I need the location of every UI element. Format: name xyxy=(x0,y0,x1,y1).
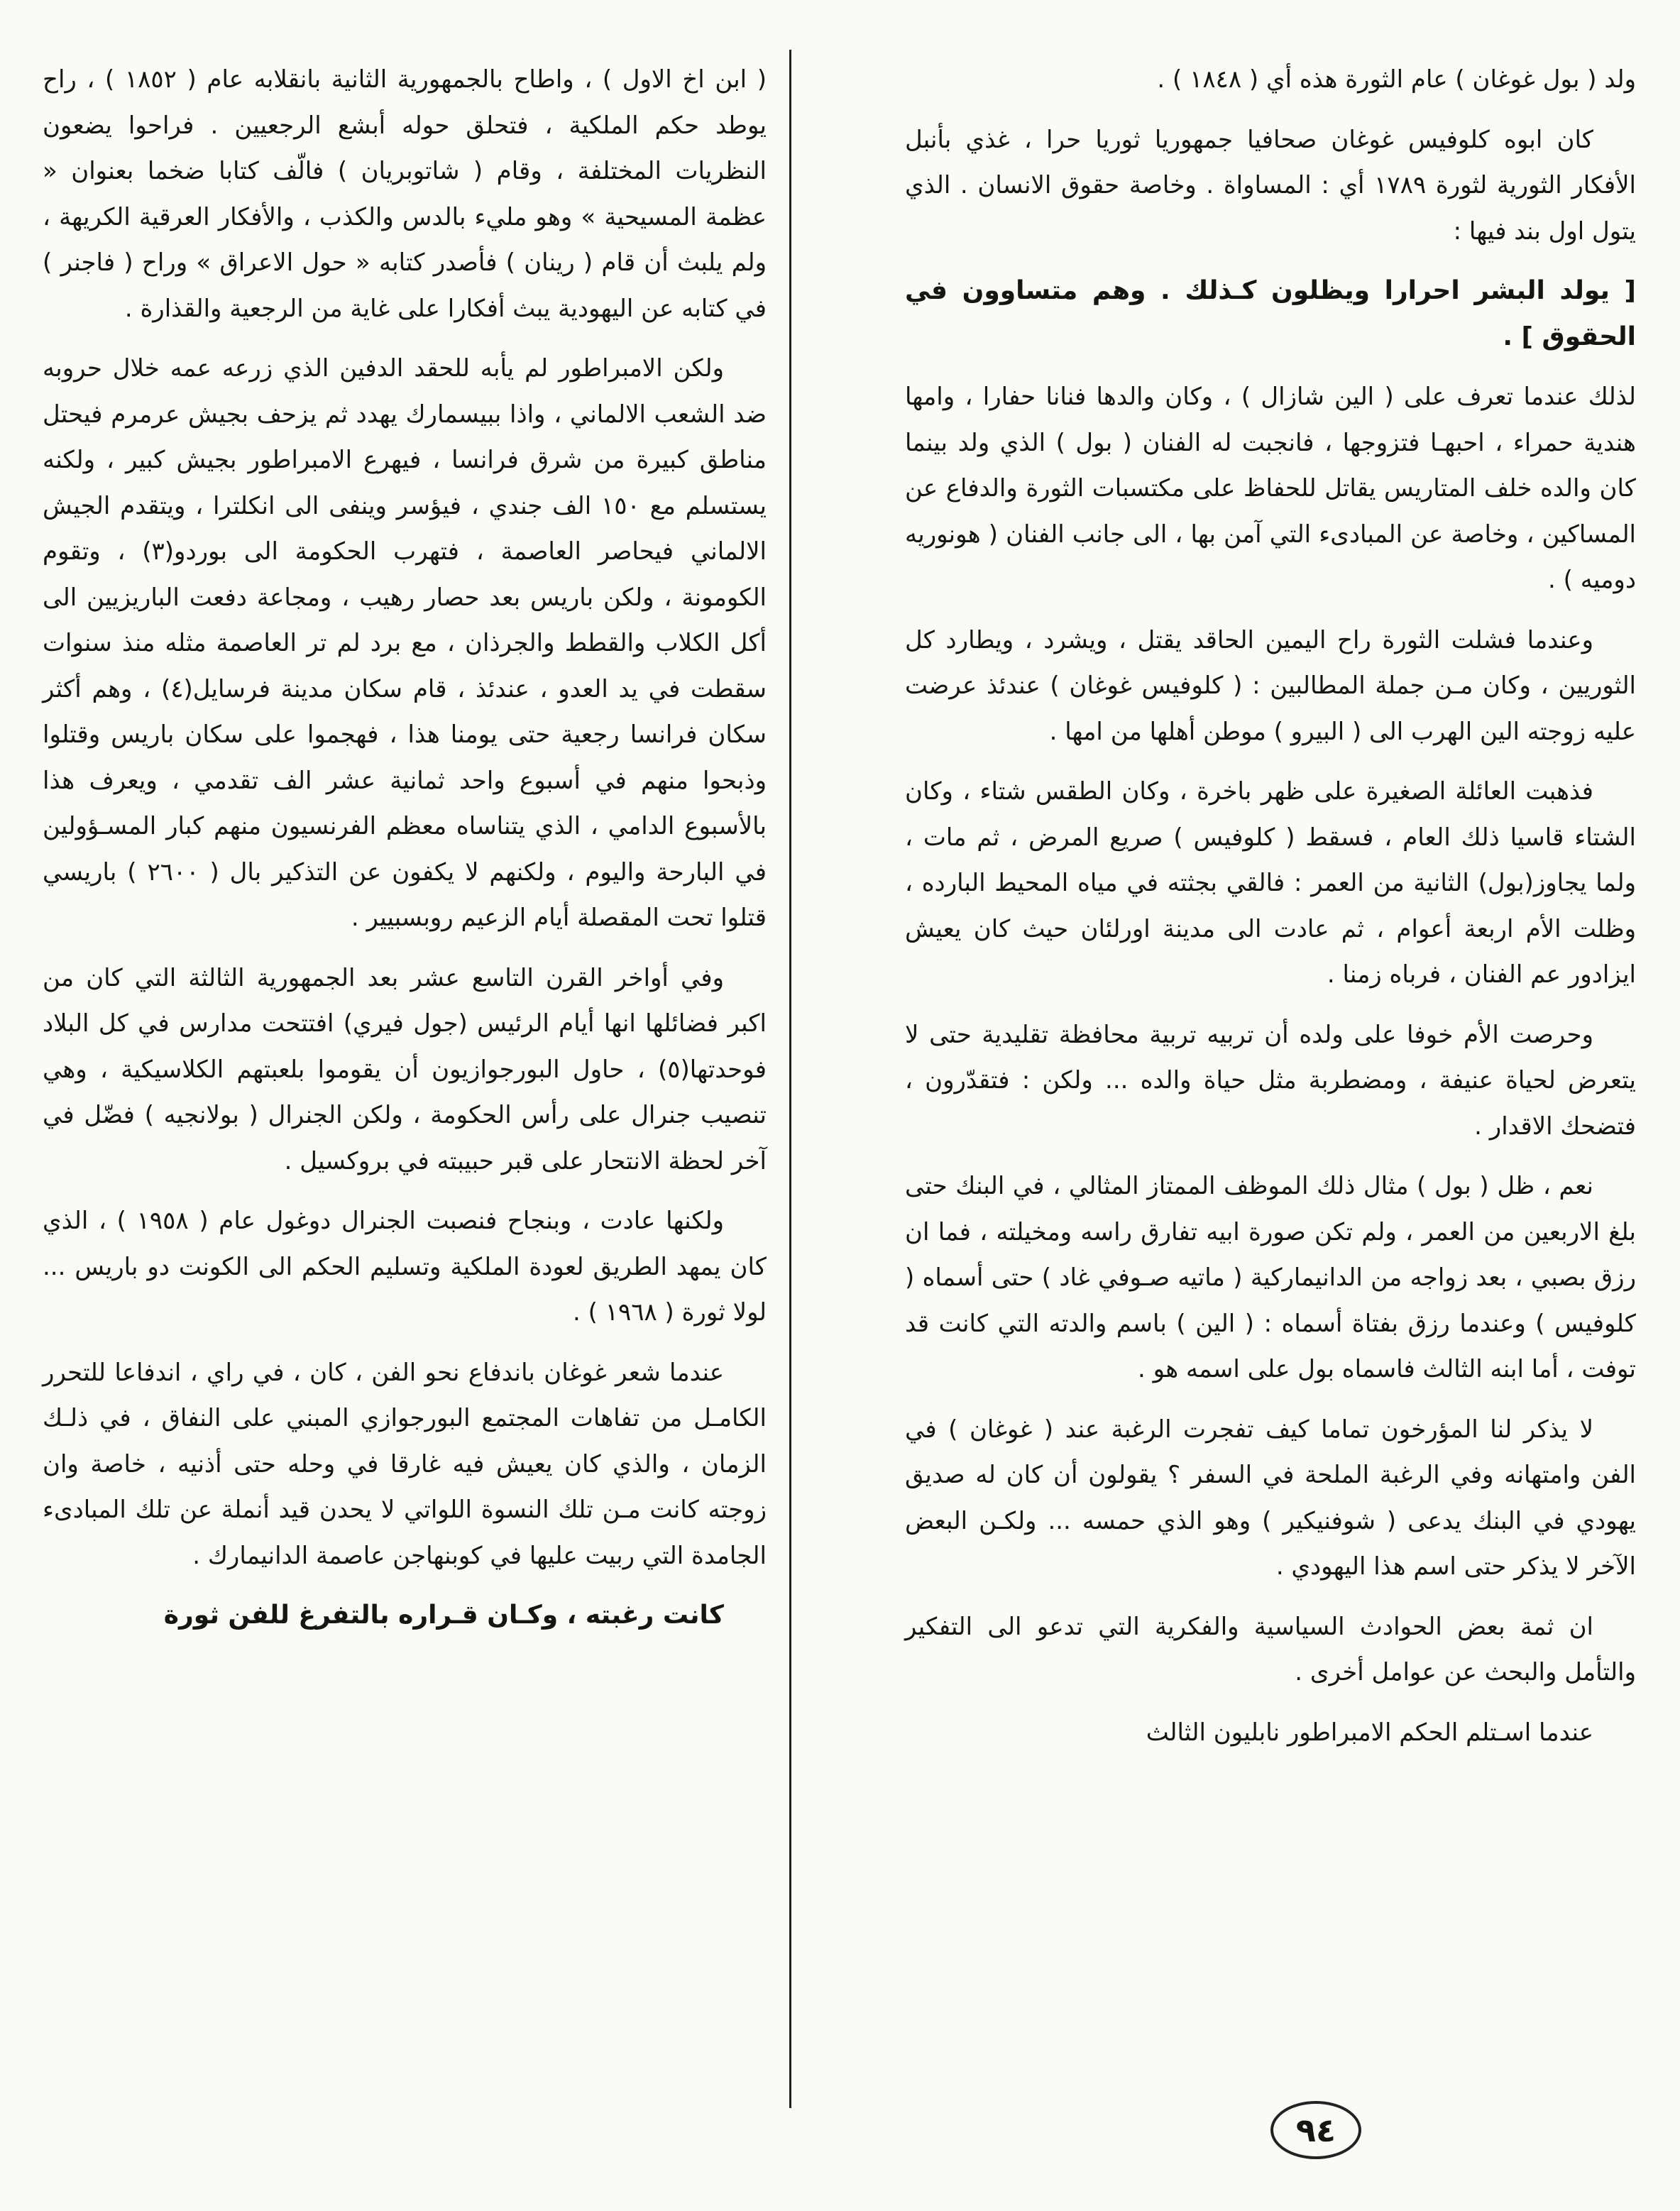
paragraph: وعندما فشلت الثورة راح اليمين الحاقد يقتل ، ويشرد ، ويطارد كل الثوريين ، وكان مـن جملة المطالبين : ( كلوفيس غوغان ) عندئذ عرضت عليه زوجته الين الهرب الى ( البيرو ) موطن أهلها من امها . xyxy=(905,625,1636,746)
right-text-column xyxy=(905,57,1636,1770)
paragraph: نعم ، ظل ( بول ) مثال ذلك الموظف الممتاز المثالي ، في البنك حتى بلغ الاربعين من العمر ، ولم تكن صورة ابيه تفارق راسه ومخيلته ، فما ان رزق بصبي ، بعد زواجه من الدانيماركية ( ماتيه صـوفي غاد ) حتى أسماه ( كلوفيس ) وعندما رزق بفتاة أسماه : ( الين ) باسم والدته التي كانت قد توفت ، أما ابنه الثالث فاسماه بول على اسمه هو . xyxy=(905,1172,1636,1383)
paragraph: عندما شعر غوغان باندفاع نحو الفن ، كان ، في راي ، اندفاعا للتحرر الكامـل من تفاهات المجتمع البورجوازي المبني على النفاق ، في ذلـك الزمان ، والذي كان يعيش فيه غارقا في وحله حتى أذنيه ، خاصة وان زوجته كانت مـن تلك النسوة اللواتي لا يحدن قيد أنملة عن تلك المبادىء الجامدة التي ربيت عليها في كوبنهاجن عاصمة الدانيمارك . xyxy=(43,1358,767,1570)
paragraph: ان ثمة بعض الحوادث السياسية والفكرية التي تدعو الى التفكير والتأمل والبحث عن عوامل أخرى . xyxy=(905,1612,1636,1686)
paragraph: ولد ( بول غوغان ) عام الثورة هذه أي ( ١٨٤٨ ) . xyxy=(1157,65,1636,94)
paragraph: عندما اسـتلم الحكم الامبراطور نابليون الثالث xyxy=(1146,1718,1593,1747)
paragraph: لذلك عندما تعرف على ( الين شازال ) ، وكان والدها فنانا حفارا ، وامها هندية حمراء ، احبهـا فتزوجها ، فانجبت له الفنان ( بول ) الذي ولد بينما كان والده خلف المتاريس يقاتل للحفاظ على مكتسبات الثورة والدفاع عن المساكين ، وخاصة عن المبادىء التي آمن بها ، الى جانب الفنان ( هونوريه دوميه ) . xyxy=(905,383,1636,594)
paragraph: لا يذكر لنا المؤرخون تماما كيف تفجرت الرغبة عند ( غوغان ) في الفن وامتهانه وفي الرغبة الملحة في السفر ؟ يقولون أن كان له صديق يهودي في البنك يدعى ( شوفنيكير ) وهو الذي حمسه ... ولكـن البعض الآخر لا يذكر حتى اسم هذا اليهودي . xyxy=(905,1415,1636,1581)
paragraph: وحرصت الأم خوفا على ولده أن تربيه تربية محافظة تقليدية حتى لا يتعرض لحياة عنيفة ، ومضطربة مثل حياة والده ... ولكن : فتقدّرون ، فتضحك الاقدار . xyxy=(905,1020,1636,1141)
paragraph: كانت رغبته ، وكـان قـراره بالتفرغ للفن ثورة xyxy=(163,1601,724,1630)
paragraph: ولكن الامبراطور لم يأبه للحقد الدفين الذي زرعه عمه خلال حروبه ضد الشعب الالماني ، واذا ببيسمارك يهدد ثم يزحف بجيش عرمرم فيحتل مناطق كبيرة من شرق فرانسا ، فيهرع الامبراطور بجيش كبير ، ولكنه يستسلم مع ١٥٠ الف جندي ، فيؤسر وينفى الى انكلترا ، ويتقدم الجيش الالماني فيحاصر العاصمة ، فتهرب الحكومة الى بوردو(٣) ، وتقوم الكومونة ، ولكن باريس بعد حصار رهيب ، ومجاعة دفعت الباريزيين الى أكل الكلاب والقطط والجرذان ، مع برد لم تر العاصمة مثله منذ سنوات سقطت في يد العدو ، عندئذ ، قام سكان مدينة فرسايل(٤) ، وهم أكثر سكان فرانسا رجعية حتى يومنا هذا ، فهجموا على سكان باريس وقتلوا وذبحوا منهم في أسبوع واحد ثمانية عشر الف تقدمي ، ويعرف هذا بالأسبوع الدامي ، الذي يتناساه معظم الفرنسيون منهم كبار المسـؤولين في البارحة واليوم ، ولكنهم لا يكفون عن التذكير بال ( ٢٦٠٠ ) باريسي قتلوا تحت المقصلة أيام الزعيم روبسبيير . xyxy=(43,354,767,932)
paragraph: ( ابن اخ الاول ) ، واطاح بالجمهورية الثانية بانقلابه عام ( ١٨٥٢ ) ، راح يوطد حكم الملكية ، فتحلق حوله أبشع الرجعيين . فراحوا يضعون النظريات المختلفة ، وقام ( شاتوبريان ) فالّف كتابا ضخما بعنوان « عظمة المسيحية » وهو مليء بالدس والكذب ، والأفكار العرقية الكريهة ، ولم يلبث أن قام ( رينان ) فأصدر كتابه « حول الاعراق » وراح ( فاجنر ) في كتابه عن اليهودية يبث أفكارا على غاية من الرجعية والقذارة . xyxy=(43,65,767,323)
paragraph: وفي أواخر القرن التاسع عشر بعد الجمهورية الثالثة التي كان من اكبر فضائلها انها أيام الرئيس (جول فيري) افتتحت مدارس في كل البلاد فوحدتها(٥) ، حاول البورجوازيون أن يقوموا بلعبتهم الكلاسيكية ، وهي تنصيب جنرال على رأس الحكومة ، ولكن الجنرال ( بولانجيه ) فضّل في آخر لحظة الانتحار على قبر حبيبته في بروكسيل . xyxy=(43,963,767,1175)
paragraph: كان ابوه كلوفيس غوغان صحافيا جمهوريا ثوريا حرا ، غذي بأنبل الأفكار الثورية لثورة ١٧٨٩ أي : المساواة . وخاصة حقوق الانسان . الذي يتول اول بند فيها : xyxy=(905,125,1636,246)
quote-paragraph: [ يولد البشر احرارا ويظلون كـذلك . وهم متساوون في الحقوق ] . xyxy=(905,276,1636,351)
paragraph: فذهبت العائلة الصغيرة على ظهر باخرة ، وكان الطقس شتاء ، وكان الشتاء قاسيا ذلك العام ، فسقط ( كلوفيس ) صريع المرض ، ثم مات ، ولما يجاوز(بول) الثانية من العمر : فالقي بجثته في مياه المحيط البارده ، وظلت الأم اربعة أعوام ، ثم عادت الى مدينة اورلئان حيث كان يعيش ايزادور عم الفنان ، فرباه زمنا . xyxy=(905,777,1636,989)
page-number: ٩٤ xyxy=(1270,2101,1361,2159)
left-text-column xyxy=(43,57,767,1653)
column-divider xyxy=(789,50,791,2108)
paragraph: ولكنها عادت ، وبنجاح فنصبت الجنرال دوغول عام ( ١٩٥٨ ) ، الذي كان يمهد الطريق لعودة الملكية وتسليم الحكم الى الكونت دو باريس ... لولا ثورة ( ١٩٦٨ ) . xyxy=(43,1207,767,1327)
